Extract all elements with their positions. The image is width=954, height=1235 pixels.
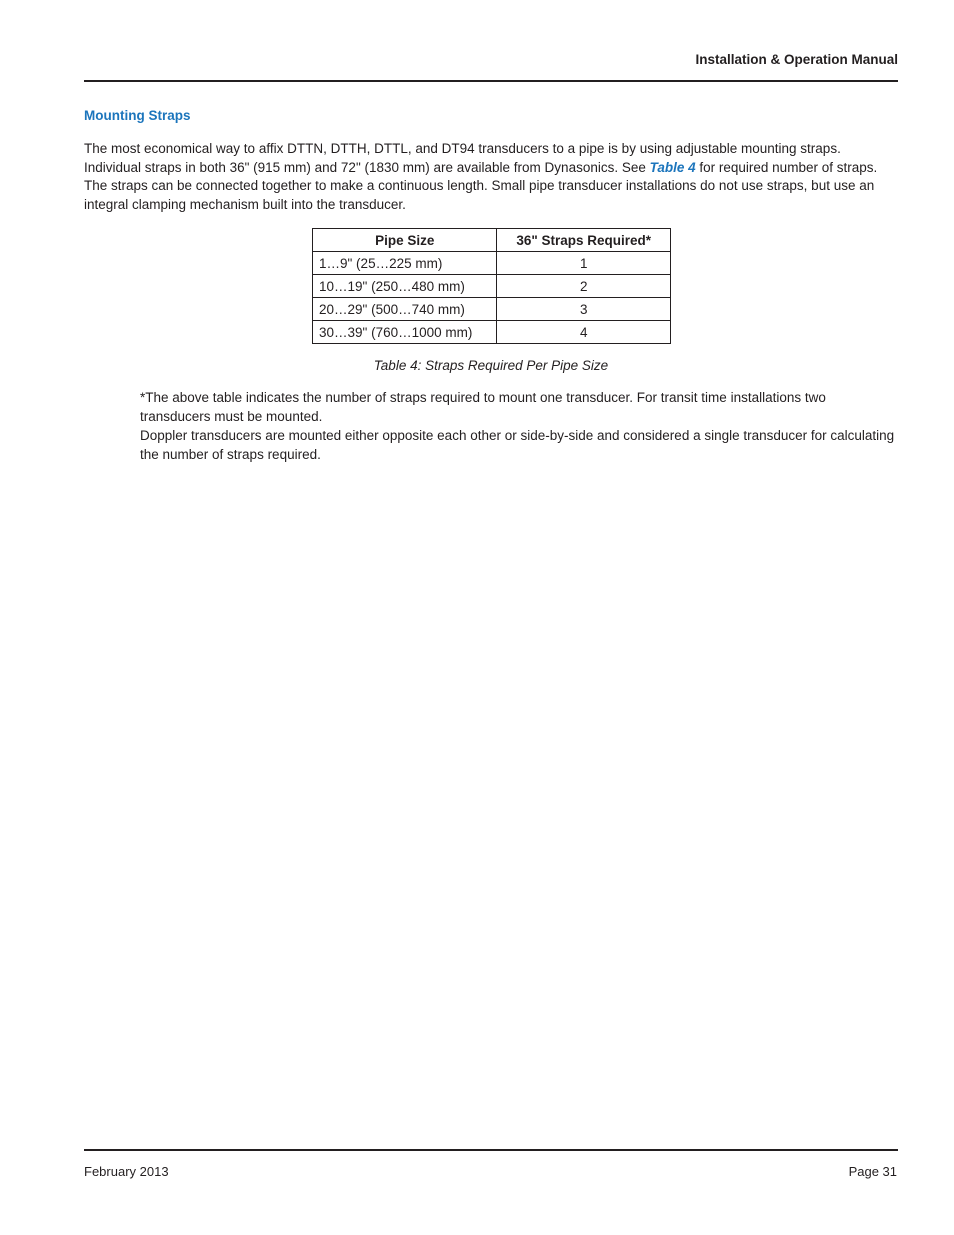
table-reference-link[interactable]: Table 4 (649, 159, 696, 175)
doppler-note: Doppler transducers are mounted either opposite each other or side-by-side and considered a single transducer for calculating the number of straps required. (140, 428, 895, 462)
footer-date: February 2013 (84, 1164, 169, 1179)
straps-count-cell: 3 (497, 298, 671, 321)
intro-paragraph (84, 140, 896, 214)
straps-table (312, 228, 671, 344)
pipe-size-cell: 1…9" (25…225 mm) (313, 252, 497, 275)
pipe-size-cell: 20…29" (500…740 mm) (313, 298, 497, 321)
page-number: Page 31 (848, 1164, 897, 1179)
pipe-size-cell: 10…19" (250…480 mm) (313, 275, 497, 298)
straps-count-cell: 1 (497, 252, 671, 275)
intro-text-end: for required number of straps. The straps can be connected together to make a continuous length. Small pipe transducer installations do not use straps, but use an integral clamping mechanism built into the transducer. (84, 159, 878, 212)
table-row (313, 298, 671, 321)
straps-count-cell: 4 (497, 321, 671, 344)
running-header: Installation & Operation Manual (695, 52, 898, 67)
table-row (313, 275, 671, 298)
header-rule (84, 80, 898, 82)
straps-count-cell: 2 (497, 275, 671, 298)
table-caption: Table 4: Straps Required Per Pipe Size (373, 358, 609, 373)
column-header-pipe-size: Pipe Size (313, 229, 497, 252)
table-row (313, 252, 671, 275)
section-heading: Mounting Straps (84, 108, 191, 123)
table-footnote: *The above table indicates the number of straps required to mount one transducer. For transit time installations two transducers must be mounted. (140, 390, 826, 424)
table-header-row (313, 229, 671, 252)
column-header-straps-required: 36" Straps Required* (497, 229, 671, 252)
footer-rule (84, 1149, 898, 1151)
pipe-size-cell: 30…39" (760…1000 mm) (313, 321, 497, 344)
table-row (313, 321, 671, 344)
intro-text-start: The most economical way to affix DTTN, DTTH, DTTL, and DT94 transducers to a pipe is by using adjustable mounting straps. Individual straps in both 36" (915 mm) and 72" (1830 mm) are available from Dynasonics. See (84, 141, 841, 175)
